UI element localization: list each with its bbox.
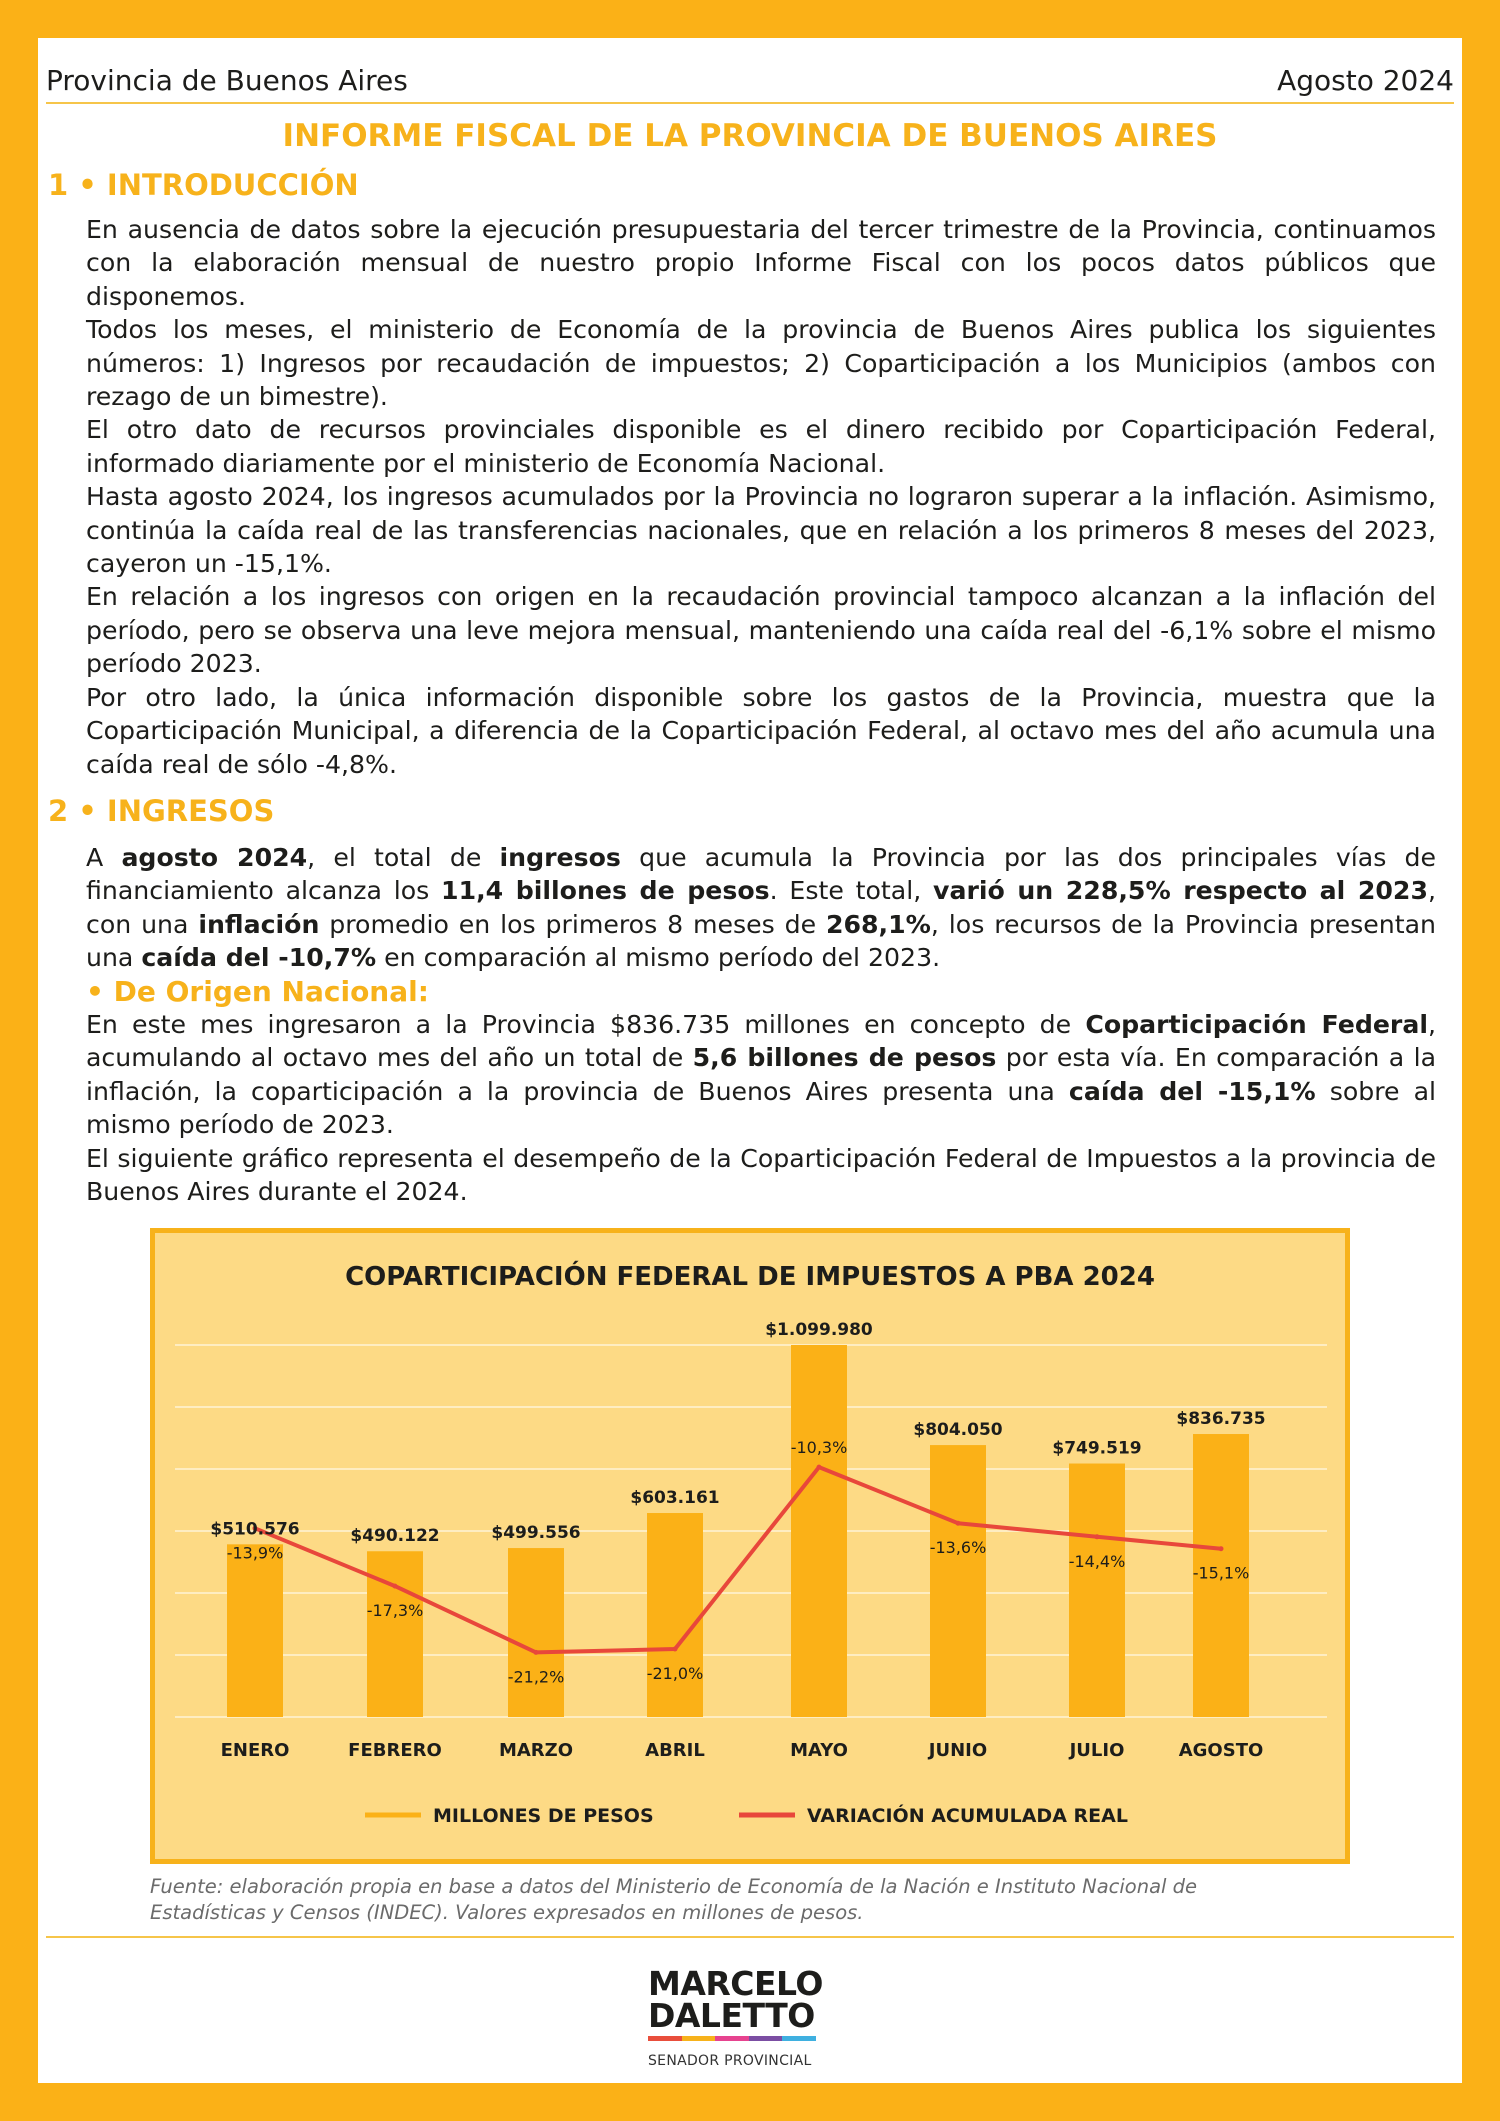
footer-divider bbox=[46, 1936, 1454, 1938]
bar-abril bbox=[647, 1513, 703, 1717]
variacion-point bbox=[1095, 1534, 1100, 1539]
logo-first-name: MARCELO bbox=[648, 1964, 823, 2003]
variacion-point bbox=[1219, 1546, 1224, 1551]
paragraph: El siguiente gráfico representa el desempeño de la Coparticipación Federal de Impuestos a la provincia de Buenos Aires durante el 2024. bbox=[86, 1143, 1436, 1207]
source-note: Fuente: elaboración propia en base a datos del Ministerio de Economía de la Nación e Instituto Nacional de Estadísticas y Censos (INDEC). Valores expresados en millones de pesos. bbox=[150, 1875, 1198, 1924]
variacion-point bbox=[673, 1647, 678, 1652]
x-tick-label: JUNIO bbox=[928, 1740, 988, 1761]
bar-value-label: $804.050 bbox=[913, 1420, 1003, 1441]
logo-bar-segment bbox=[749, 2036, 783, 2041]
bar-value-label: $499.556 bbox=[491, 1523, 581, 1544]
section-2-body bbox=[86, 841, 1436, 1208]
x-tick-label: ENERO bbox=[220, 1740, 290, 1761]
bar-value-label: $510.576 bbox=[210, 1519, 300, 1540]
bar-value-label: $490.122 bbox=[350, 1526, 440, 1547]
paragraph-ingresos: A agosto 2024, el total de ingresos que acumula la Provincia por las dos principales vías de financiamiento alcanza los 11,4 billones de pesos. Este total, varió un 228,5% respecto al 2023, con una inflación promedio en los primeros 8 meses de 268,1%, los recursos de la Provincia presentan una caída del -10,7% en comparación al mismo período del 2023. bbox=[86, 843, 1436, 973]
bar-marzo bbox=[508, 1548, 564, 1717]
x-tick-label: FEBRERO bbox=[348, 1740, 442, 1761]
bar-value-label: $603.161 bbox=[630, 1488, 720, 1509]
variacion-label: -17,3% bbox=[366, 1601, 424, 1621]
logo-last-name: DALETTO bbox=[648, 1996, 815, 2035]
x-tick-label: AGOSTO bbox=[1178, 1740, 1264, 1761]
coparticipacion-chart bbox=[150, 1228, 1350, 1864]
logo-color-bar bbox=[648, 2036, 816, 2041]
report-title: INFORME FISCAL DE LA PROVINCIA DE BUENOS AIRES bbox=[282, 118, 1218, 154]
logo-bar-segment bbox=[682, 2036, 716, 2041]
section-1-body bbox=[86, 213, 1436, 781]
variacion-label: -14,4% bbox=[1068, 1551, 1126, 1571]
logo-bar-segment bbox=[782, 2036, 816, 2041]
paragraph: Por otro lado, la única información disponible sobre los gastos de la Provincia, muestra que la Coparticipación Municipal, a diferencia de la Coparticipación Federal, al octavo mes del año acumula una caída real de sólo -4,8%. bbox=[86, 682, 1436, 779]
logo-subtitle: SENADOR PROVINCIAL bbox=[648, 2053, 812, 2069]
logo-bar-segment bbox=[715, 2036, 749, 2041]
variacion-point bbox=[534, 1650, 539, 1655]
variacion-label: -13,6% bbox=[929, 1538, 987, 1558]
paragraph-nacional: En este mes ingresaron a la Provincia $836.735 millones en concepto de Coparticipación Federal, acumulando al octavo mes del año un total de 5,6 billones de pesos por esta vía. En comparación a la inflación, la coparticipación a la provincia de Buenos Aires presenta una caída del -15,1% sobre al mismo período de 2023. bbox=[86, 1010, 1437, 1140]
variacion-point bbox=[393, 1584, 398, 1589]
page-header bbox=[46, 58, 1454, 104]
x-tick-label: ABRIL bbox=[645, 1740, 705, 1761]
bar-julio bbox=[1069, 1464, 1125, 1717]
report-page bbox=[38, 38, 1462, 2083]
header-province: Provincia de Buenos Aires bbox=[46, 64, 408, 97]
variacion-label: -21,0% bbox=[646, 1664, 704, 1683]
bar-enero bbox=[227, 1544, 283, 1717]
x-tick-label: JULIO bbox=[1069, 1740, 1125, 1761]
bar-value-label: $836.735 bbox=[1176, 1409, 1266, 1430]
legend-bar-label: MILLONES DE PESOS bbox=[433, 1805, 654, 1827]
bar-mayo bbox=[791, 1345, 847, 1717]
section-2-title: 2 • INGRESOS bbox=[48, 794, 275, 828]
variacion-label: -13,9% bbox=[226, 1543, 284, 1563]
logo-bar-segment bbox=[648, 2036, 682, 2041]
paragraph: El otro dato de recursos provinciales disponible es el dinero recibido por Coparticipación Federal, informado diariamente por el ministerio de Economía Nacional. bbox=[86, 415, 1436, 478]
x-tick-label: MARZO bbox=[498, 1740, 574, 1761]
paragraph: En relación a los ingresos con origen en la recaudación provincial tampoco alcanzan a la inflación del período, pero se observa una leve mejora mensual, manteniendo una caída real del -6,1% sobre el mismo período 2023. bbox=[86, 582, 1436, 679]
daletto-logo bbox=[648, 1964, 848, 2078]
variacion-point bbox=[817, 1465, 822, 1470]
section-1-title: 1 • INTRODUCCIÓN bbox=[48, 168, 359, 202]
variacion-label: -10,3% bbox=[790, 1438, 848, 1458]
subsection-title: • De Origen Nacional: bbox=[86, 974, 429, 1008]
paragraph: Todos los meses, el ministerio de Economía de la provincia de Buenos Aires publica los siguientes números: 1) Ingresos por recaudación de impuestos; 2) Coparticipación a los Municipios (ambos con rezago de un bimestre). bbox=[86, 315, 1436, 412]
legend-line-label: VARIACIÓN ACUMULADA REAL bbox=[807, 1805, 1128, 1827]
header-date: Agosto 2024 bbox=[1277, 64, 1454, 97]
paragraph: Hasta agosto 2024, los ingresos acumulados por la Provincia no lograron superar a la inflación. Asimismo, continúa la caída real de las transferencias nacionales, que en relación a los primeros 8 meses del 2023, cayeron un -15,1%. bbox=[86, 482, 1436, 579]
x-tick-label: MAYO bbox=[790, 1740, 848, 1761]
variacion-label: -15,1% bbox=[1192, 1563, 1250, 1583]
paragraph: En ausencia de datos sobre la ejecución presupuestaria del tercer trimestre de la Provincia, continuamos con la elaboración mensual de nuestro propio Informe Fiscal con los pocos datos públicos que disponemos. bbox=[86, 215, 1436, 311]
variacion-label: -21,2% bbox=[507, 1667, 565, 1687]
variacion-point bbox=[956, 1521, 961, 1526]
bar-junio bbox=[930, 1445, 986, 1717]
chart-title: COPARTICIPACIÓN FEDERAL DE IMPUESTOS A PBA 2024 bbox=[345, 1262, 1155, 1292]
bar-value-label: $749.519 bbox=[1052, 1438, 1142, 1459]
chart-svg bbox=[155, 1233, 1345, 1859]
bar-value-label: $1.099.980 bbox=[765, 1320, 873, 1341]
